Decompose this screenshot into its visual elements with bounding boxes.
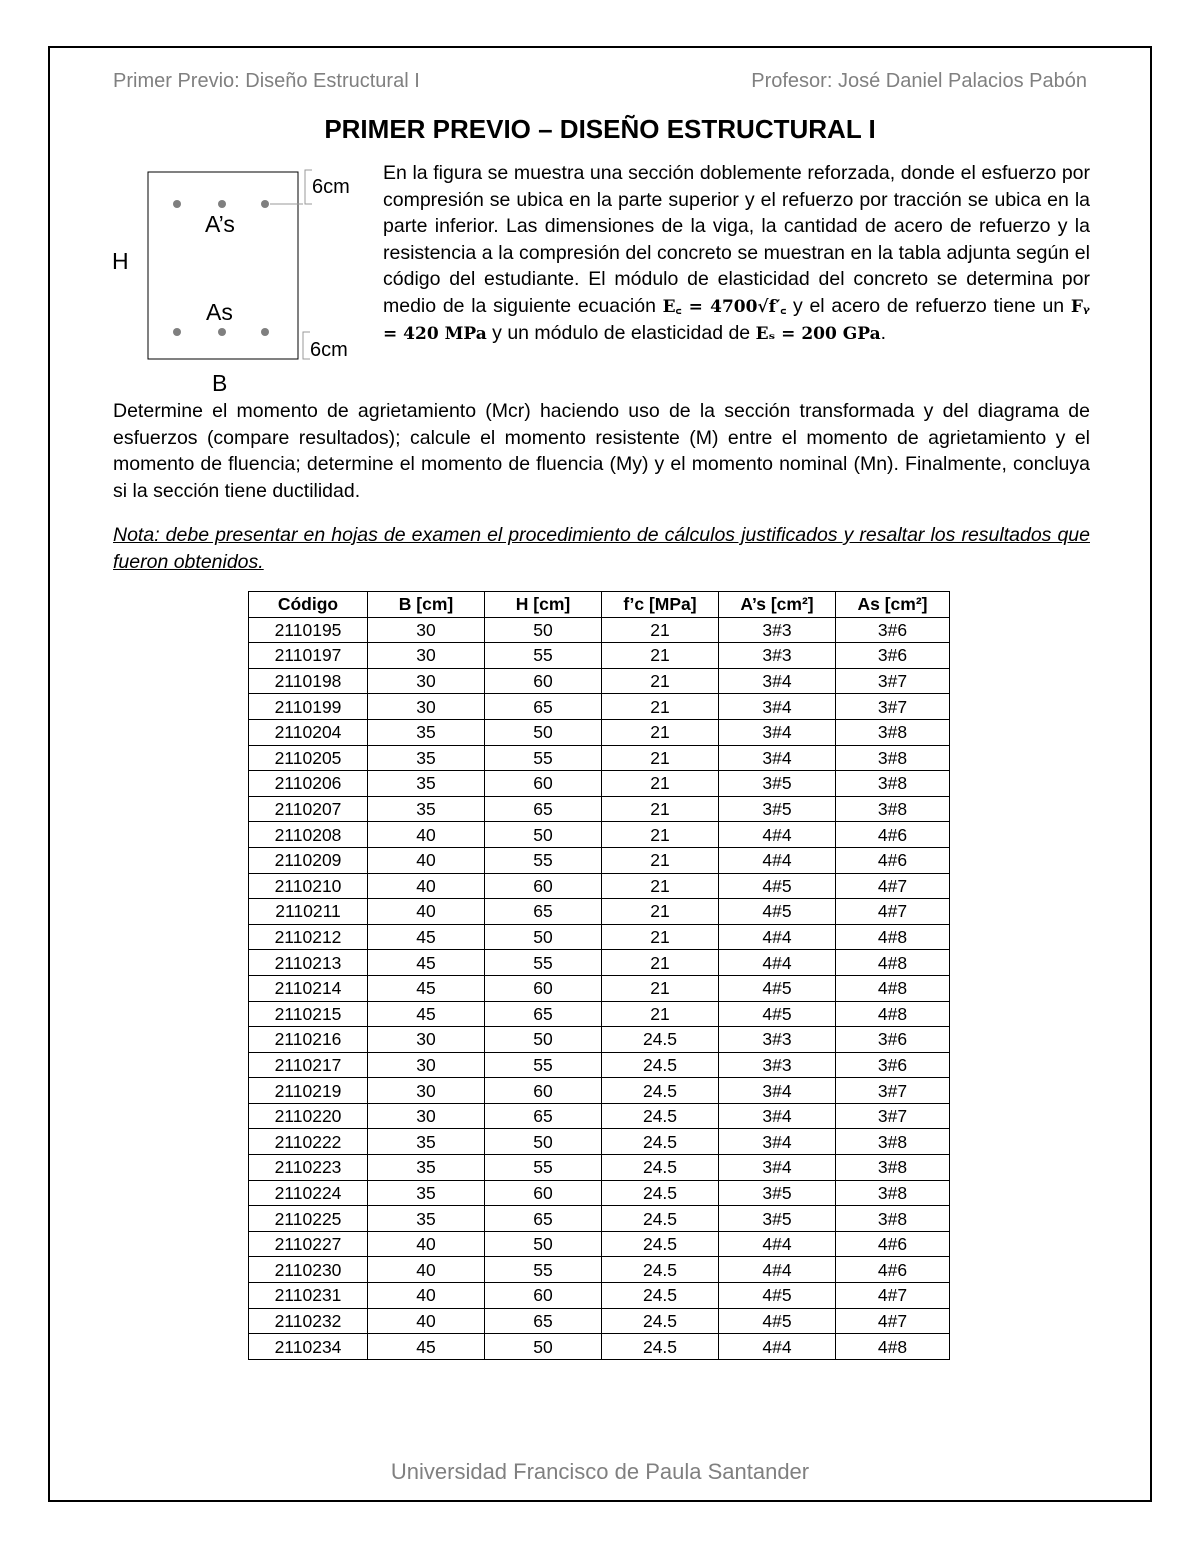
cell-codigo: 2110198 xyxy=(249,668,368,694)
header-professor: Profesor: José Daniel Palacios Pabón xyxy=(751,70,1087,92)
table-row xyxy=(249,796,950,822)
cell-codigo: 2110210 xyxy=(249,873,368,899)
cell-as-top: 4#4 xyxy=(719,822,836,848)
cell-fc: 24.5 xyxy=(602,1155,719,1181)
column-header-b: B [cm] xyxy=(368,592,485,618)
cell-fc: 21 xyxy=(602,796,719,822)
cell-codigo: 2110222 xyxy=(249,1129,368,1155)
cell-b: 40 xyxy=(368,1257,485,1283)
cell-fc: 21 xyxy=(602,950,719,976)
cell-h: 50 xyxy=(485,822,602,848)
top-rebar-middle xyxy=(218,200,226,208)
cell-fc: 21 xyxy=(602,643,719,669)
cell-fc: 21 xyxy=(602,822,719,848)
cell-fc: 21 xyxy=(602,745,719,771)
table-row xyxy=(249,1308,950,1334)
table-row xyxy=(249,771,950,797)
header-course: Primer Previo: Diseño Estructural I xyxy=(113,70,420,92)
table-row xyxy=(249,617,950,643)
cell-as-bottom: 4#8 xyxy=(836,1334,950,1360)
cell-codigo: 2110206 xyxy=(249,771,368,797)
cell-codigo: 2110199 xyxy=(249,694,368,720)
cell-as-bottom: 3#6 xyxy=(836,643,950,669)
cell-as-top: 3#3 xyxy=(719,1027,836,1053)
cell-fc: 21 xyxy=(602,719,719,745)
cell-h: 50 xyxy=(485,617,602,643)
student-data-table xyxy=(248,591,950,1360)
cell-fc: 24.5 xyxy=(602,1231,719,1257)
cell-fc: 24.5 xyxy=(602,1283,719,1309)
problem-statement xyxy=(383,160,1090,348)
cell-as-top: 3#4 xyxy=(719,1078,836,1104)
cell-b: 40 xyxy=(368,822,485,848)
cell-b: 30 xyxy=(368,643,485,669)
table-row xyxy=(249,1155,950,1181)
cell-fc: 21 xyxy=(602,873,719,899)
cell-h: 50 xyxy=(485,1027,602,1053)
cell-h: 50 xyxy=(485,924,602,950)
cell-as-top: 3#5 xyxy=(719,1206,836,1232)
cell-as-bottom: 3#6 xyxy=(836,1027,950,1053)
cell-h: 60 xyxy=(485,975,602,1001)
cell-b: 45 xyxy=(368,924,485,950)
cell-fc: 24.5 xyxy=(602,1257,719,1283)
table-row xyxy=(249,1027,950,1053)
column-header-fc: f’c [MPa] xyxy=(602,592,719,618)
cell-as-bottom: 4#6 xyxy=(836,822,950,848)
column-header-as-top: A’s [cm²] xyxy=(719,592,836,618)
cell-h: 55 xyxy=(485,745,602,771)
bottom-rebar-middle xyxy=(218,328,226,336)
table-header xyxy=(249,592,950,618)
cell-as-top: 4#4 xyxy=(719,950,836,976)
cell-h: 60 xyxy=(485,771,602,797)
cell-as-top: 3#4 xyxy=(719,1103,836,1129)
cell-codigo: 2110197 xyxy=(249,643,368,669)
bottom-cover-bracket xyxy=(303,332,310,359)
table-row xyxy=(249,1283,950,1309)
cell-h: 55 xyxy=(485,643,602,669)
cell-h: 50 xyxy=(485,1129,602,1155)
cell-b: 40 xyxy=(368,899,485,925)
cell-codigo: 2110220 xyxy=(249,1103,368,1129)
cell-codigo: 2110212 xyxy=(249,924,368,950)
cell-codigo: 2110232 xyxy=(249,1308,368,1334)
cell-as-top: 3#4 xyxy=(719,719,836,745)
cell-fc: 24.5 xyxy=(602,1206,719,1232)
cell-b: 35 xyxy=(368,719,485,745)
beam-section-diagram xyxy=(100,160,370,400)
cell-as-top: 3#3 xyxy=(719,1052,836,1078)
cell-as-bottom: 3#8 xyxy=(836,1180,950,1206)
cell-as-top: 3#5 xyxy=(719,771,836,797)
table-row xyxy=(249,1129,950,1155)
cell-as-bottom: 3#7 xyxy=(836,1078,950,1104)
cell-as-bottom: 4#7 xyxy=(836,873,950,899)
cell-fc: 24.5 xyxy=(602,1052,719,1078)
table-row xyxy=(249,847,950,873)
cell-as-top: 3#4 xyxy=(719,745,836,771)
footer-university: Universidad Francisco de Paula Santander xyxy=(390,1459,810,1484)
cell-codigo: 2110231 xyxy=(249,1283,368,1309)
cell-as-bottom: 3#8 xyxy=(836,745,950,771)
cell-as-bottom: 4#6 xyxy=(836,1231,950,1257)
cell-h: 65 xyxy=(485,1103,602,1129)
cell-codigo: 2110223 xyxy=(249,1155,368,1181)
page-title: PRIMER PREVIO – DISEÑO ESTRUCTURAL I xyxy=(324,114,876,144)
cell-as-bottom: 3#8 xyxy=(836,1129,950,1155)
cell-as-top: 4#4 xyxy=(719,1257,836,1283)
cell-b: 30 xyxy=(368,1078,485,1104)
cell-fc: 21 xyxy=(602,694,719,720)
table-row xyxy=(249,1001,950,1027)
equation-ec: E꜀ = 4700√f′꜀ xyxy=(662,296,787,317)
column-header-codigo: Código xyxy=(249,592,368,618)
statement-text-1: En la figura se muestra una sección doblemente reforzada, donde el esfuerzo por compresión se ubica en la parte superior y el refuerzo por tracción se ubica en la parte inferior. Las dimensiones de la viga, la cantidad de acero de refuerzo y la resistencia a la compresión del concreto se muestran en la tabla adjunta según el código del estudiante. El módulo de elasticidad del concreto se determina por medio de la siguiente ecuación xyxy=(383,162,1090,317)
cell-b: 30 xyxy=(368,1052,485,1078)
cell-h: 65 xyxy=(485,1308,602,1334)
cell-h: 50 xyxy=(485,1334,602,1360)
cell-h: 65 xyxy=(485,1001,602,1027)
cell-h: 60 xyxy=(485,873,602,899)
cell-b: 40 xyxy=(368,847,485,873)
cell-fc: 21 xyxy=(602,617,719,643)
cell-as-top: 4#5 xyxy=(719,873,836,899)
cell-h: 65 xyxy=(485,796,602,822)
table-row xyxy=(249,1180,950,1206)
width-label: B xyxy=(212,370,228,396)
cell-codigo: 2110227 xyxy=(249,1231,368,1257)
cell-b: 35 xyxy=(368,771,485,797)
equation-es: Eₛ = 200 GPa xyxy=(755,324,881,344)
equation-fy: Fᵧ = 420 MPa xyxy=(383,296,1090,344)
cell-h: 55 xyxy=(485,950,602,976)
cell-as-bottom: 4#8 xyxy=(836,950,950,976)
cell-h: 60 xyxy=(485,1078,602,1104)
cell-as-top: 4#5 xyxy=(719,1308,836,1334)
cell-codigo: 2110219 xyxy=(249,1078,368,1104)
statement-text-4: . xyxy=(880,322,887,344)
cell-codigo: 2110230 xyxy=(249,1257,368,1283)
cell-as-bottom: 3#8 xyxy=(836,719,950,745)
instructions-paragraph: Determine el momento de agrietamiento (Mcr) haciendo uso de la sección transformada y del diagrama de esfuerzos (compare resultados); calcule el momento resistente (M) entre el momento de agrietamiento y el momento de fluencia; determine el momento de fluencia (My) y el momento nominal (Mn). Finalmente, concluya si la sección tiene ductilidad. xyxy=(113,400,1090,502)
bottom-steel-label: As xyxy=(206,299,233,325)
cell-as-top: 3#5 xyxy=(719,1180,836,1206)
cell-codigo: 2110213 xyxy=(249,950,368,976)
cell-b: 35 xyxy=(368,1180,485,1206)
cell-as-bottom: 3#8 xyxy=(836,796,950,822)
cell-fc: 24.5 xyxy=(602,1308,719,1334)
bottom-rebar-left xyxy=(173,328,181,336)
cell-as-bottom: 3#7 xyxy=(836,668,950,694)
cell-as-top: 3#4 xyxy=(719,1155,836,1181)
cell-codigo: 2110215 xyxy=(249,1001,368,1027)
cell-h: 65 xyxy=(485,694,602,720)
cell-h: 50 xyxy=(485,719,602,745)
cell-b: 35 xyxy=(368,1206,485,1232)
cell-codigo: 2110234 xyxy=(249,1334,368,1360)
cell-codigo: 2110217 xyxy=(249,1052,368,1078)
cell-as-top: 3#3 xyxy=(719,617,836,643)
cell-b: 40 xyxy=(368,1231,485,1257)
statement-text-2: y el acero de refuerzo tiene un xyxy=(786,294,1071,317)
cell-b: 30 xyxy=(368,694,485,720)
cell-as-top: 4#5 xyxy=(719,1001,836,1027)
cell-fc: 21 xyxy=(602,847,719,873)
cell-b: 45 xyxy=(368,950,485,976)
top-steel-label: A’s xyxy=(205,211,235,237)
cell-b: 45 xyxy=(368,1334,485,1360)
cell-codigo: 2110225 xyxy=(249,1206,368,1232)
cell-as-top: 4#5 xyxy=(719,975,836,1001)
cell-b: 45 xyxy=(368,1001,485,1027)
cell-as-top: 4#4 xyxy=(719,1231,836,1257)
height-label: H xyxy=(112,248,129,274)
cell-as-bottom: 3#8 xyxy=(836,1206,950,1232)
cell-fc: 21 xyxy=(602,771,719,797)
cell-as-bottom: 4#7 xyxy=(836,899,950,925)
cell-h: 55 xyxy=(485,1052,602,1078)
table-row xyxy=(249,950,950,976)
cell-b: 45 xyxy=(368,975,485,1001)
cell-as-bottom: 4#8 xyxy=(836,1001,950,1027)
cell-h: 55 xyxy=(485,1257,602,1283)
cell-as-bottom: 4#6 xyxy=(836,847,950,873)
cell-b: 35 xyxy=(368,1129,485,1155)
cell-as-top: 4#4 xyxy=(719,1334,836,1360)
cell-b: 40 xyxy=(368,1308,485,1334)
cell-b: 40 xyxy=(368,873,485,899)
cell-h: 55 xyxy=(485,847,602,873)
cell-as-top: 4#5 xyxy=(719,1283,836,1309)
cell-as-top: 3#4 xyxy=(719,694,836,720)
cell-h: 60 xyxy=(485,1180,602,1206)
cell-h: 65 xyxy=(485,899,602,925)
table-row xyxy=(249,822,950,848)
table-body xyxy=(249,617,950,1359)
top-rebar-left xyxy=(173,200,181,208)
cell-b: 40 xyxy=(368,1283,485,1309)
table-row xyxy=(249,694,950,720)
column-header-as-bottom: As [cm²] xyxy=(836,592,950,618)
cell-h: 55 xyxy=(485,1155,602,1181)
cell-as-top: 4#4 xyxy=(719,847,836,873)
cell-fc: 24.5 xyxy=(602,1103,719,1129)
cell-as-bottom: 3#7 xyxy=(836,694,950,720)
top-rebar-right xyxy=(261,200,269,208)
note-paragraph: Nota: debe presentar en hojas de examen el procedimiento de cálculos justificados y resaltar los resultados que fueron obtenidos. xyxy=(113,524,1090,573)
cell-as-bottom: 4#8 xyxy=(836,975,950,1001)
cell-as-bottom: 3#6 xyxy=(836,617,950,643)
cell-as-top: 3#4 xyxy=(719,1129,836,1155)
top-cover-bracket xyxy=(305,170,312,204)
cell-as-bottom: 4#7 xyxy=(836,1283,950,1309)
table-row xyxy=(249,1257,950,1283)
cell-codigo: 2110204 xyxy=(249,719,368,745)
table-row xyxy=(249,899,950,925)
cell-fc: 21 xyxy=(602,899,719,925)
cell-as-bottom: 4#6 xyxy=(836,1257,950,1283)
table-row xyxy=(249,745,950,771)
table-row xyxy=(249,924,950,950)
cell-b: 35 xyxy=(368,796,485,822)
cell-b: 30 xyxy=(368,668,485,694)
cell-codigo: 2110209 xyxy=(249,847,368,873)
cell-codigo: 2110214 xyxy=(249,975,368,1001)
cell-as-top: 3#4 xyxy=(719,668,836,694)
table-header-row xyxy=(249,592,950,618)
cell-codigo: 2110195 xyxy=(249,617,368,643)
cell-fc: 24.5 xyxy=(602,1078,719,1104)
cell-b: 35 xyxy=(368,1155,485,1181)
cell-fc: 21 xyxy=(602,668,719,694)
bottom-rebar-right xyxy=(261,328,269,336)
cell-as-bottom: 3#7 xyxy=(836,1103,950,1129)
cell-codigo: 2110207 xyxy=(249,796,368,822)
cell-as-bottom: 4#8 xyxy=(836,924,950,950)
table-row xyxy=(249,668,950,694)
cell-codigo: 2110208 xyxy=(249,822,368,848)
table-row xyxy=(249,643,950,669)
cell-fc: 24.5 xyxy=(602,1180,719,1206)
cell-b: 35 xyxy=(368,745,485,771)
cell-h: 60 xyxy=(485,1283,602,1309)
table-row xyxy=(249,1052,950,1078)
cell-h: 60 xyxy=(485,668,602,694)
cell-fc: 21 xyxy=(602,975,719,1001)
cell-fc: 24.5 xyxy=(602,1334,719,1360)
bottom-cover-label: 6cm xyxy=(310,339,348,361)
table-row xyxy=(249,1078,950,1104)
cell-as-bottom: 3#8 xyxy=(836,771,950,797)
cell-codigo: 2110216 xyxy=(249,1027,368,1053)
cell-as-top: 3#5 xyxy=(719,796,836,822)
cell-h: 50 xyxy=(485,1231,602,1257)
cell-codigo: 2110211 xyxy=(249,899,368,925)
cell-fc: 21 xyxy=(602,924,719,950)
cell-as-top: 3#3 xyxy=(719,643,836,669)
cell-fc: 24.5 xyxy=(602,1027,719,1053)
cell-as-top: 4#5 xyxy=(719,899,836,925)
cell-as-bottom: 3#8 xyxy=(836,1155,950,1181)
table-row xyxy=(249,1334,950,1360)
table-row xyxy=(249,1103,950,1129)
table-row xyxy=(249,975,950,1001)
statement-text-3: y un módulo de elasticidad de xyxy=(486,322,756,344)
top-cover-label: 6cm xyxy=(312,176,350,198)
cell-b: 30 xyxy=(368,1027,485,1053)
cell-codigo: 2110205 xyxy=(249,745,368,771)
cell-fc: 21 xyxy=(602,1001,719,1027)
cell-fc: 24.5 xyxy=(602,1129,719,1155)
table-row xyxy=(249,1206,950,1232)
table-row xyxy=(249,719,950,745)
cell-b: 30 xyxy=(368,1103,485,1129)
cell-as-bottom: 4#7 xyxy=(836,1308,950,1334)
cell-h: 65 xyxy=(485,1206,602,1232)
cell-b: 30 xyxy=(368,617,485,643)
cell-as-top: 4#4 xyxy=(719,924,836,950)
cell-as-bottom: 3#6 xyxy=(836,1052,950,1078)
column-header-h: H [cm] xyxy=(485,592,602,618)
table-row xyxy=(249,1231,950,1257)
table-row xyxy=(249,873,950,899)
cell-codigo: 2110224 xyxy=(249,1180,368,1206)
